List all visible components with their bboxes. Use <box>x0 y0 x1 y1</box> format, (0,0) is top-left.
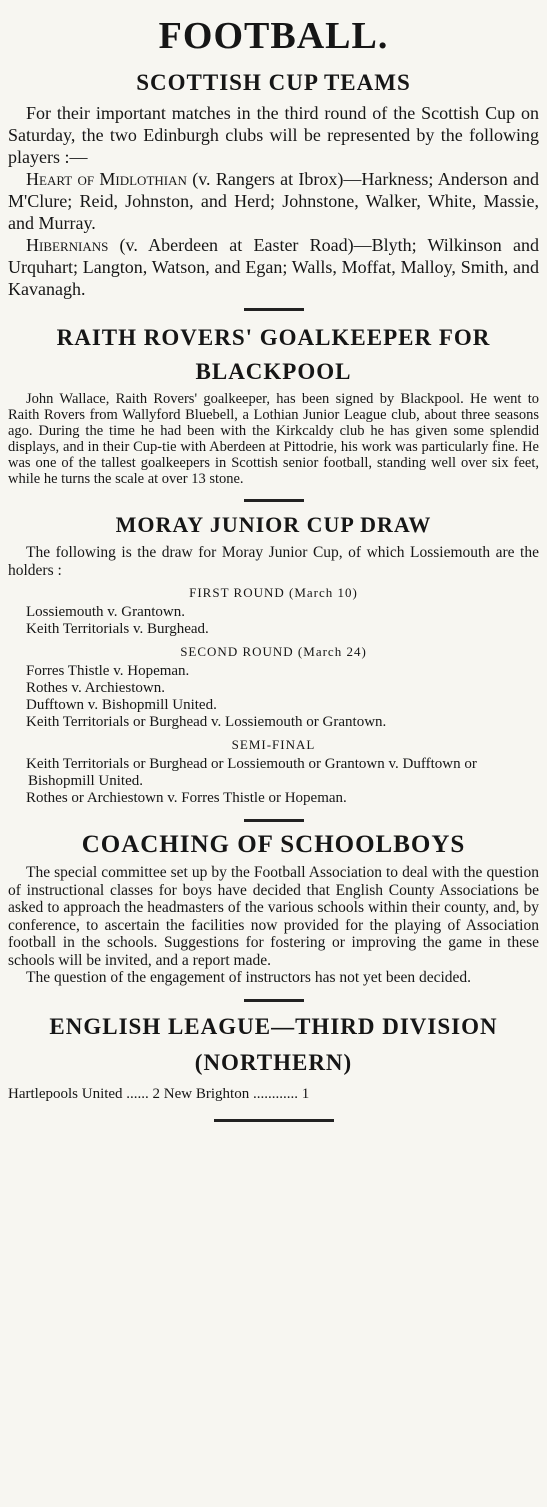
headline: COACHING OF SCHOOLBOYS <box>81 831 466 858</box>
fixture: Keith Territorials or Burghead v. Lossiemouth or Grantown. <box>26 714 387 730</box>
fixture: Rothes v. Archiestown. <box>26 680 166 696</box>
article-body: The special committee set up by the Football Association to deal with the question of instructional classes for boys have decided that English County Associations be asked to approach the headmasters of the various schools within their county, and, by conference, to ascertain the facilities now provided for the playing of Association football in the schools. Suggestions for fostering or improving the game in these schools will be invited, and a report made. <box>8 864 539 969</box>
article-coaching-schoolboys <box>8 830 539 987</box>
divider <box>244 819 304 822</box>
round-heading: SECOND ROUND (March 24) <box>180 644 367 659</box>
fixture: Keith Territorials v. Burghead. <box>26 621 209 637</box>
lineup-text: (v. Aberdeen at Easter Road)—Blyth; Wilkinson and Urquhart; Langton, Watson, and Egan; Walls, Moffat, Malloy, Smith, and Kavanagh. <box>8 235 539 299</box>
divider <box>214 1119 334 1122</box>
team-name: Heart of Midlothian <box>26 169 187 189</box>
article-english-league <box>8 1012 539 1103</box>
article-body: John Wallace, Raith Rovers' goalkeeper, has been signed by Blackpool. He went to Raith Rovers from Wallyford Bluebell, a Lothian Junior League club, about three seasons ago. During the time he had been with the Kirkcaldy club he has given some splendid displays, and in their Cup-tie with Aberdeen at Pittodrie, his work was particularly fine. He was one of the tallest goalkeepers in Scottish senior football, standing well over six feet, while he turns the scale at over 13 stone. <box>8 391 539 487</box>
headline-continued: (NORTHERN) <box>194 1049 353 1075</box>
result-line: Hartlepools United ...... 2 New Brighton ............ 1 <box>8 1085 310 1102</box>
article-scottish-cup-teams <box>8 68 539 300</box>
divider <box>244 308 304 311</box>
fixture: Lossiemouth v. Grantown. <box>26 604 186 620</box>
team-name: Hibernians <box>26 235 109 255</box>
fixture: Keith Territorials or Burghead or Lossiemouth or Grantown v. Dufftown or Bishopmill United. <box>26 756 477 789</box>
round-heading: SEMI-FINAL <box>231 737 316 752</box>
divider <box>244 499 304 502</box>
match-result <box>8 1086 539 1103</box>
headline: MORAY JUNIOR CUP DRAW <box>115 512 432 537</box>
round-heading: FIRST ROUND (March 10) <box>189 585 358 600</box>
article-raith-rovers <box>8 323 539 487</box>
lineup-text: (v. Rangers at Ibrox)—Harkness; Anderson and M'Clure; Reid, Johnston, and Herd; Johnstone, Walker, White, Massie, and Murray. <box>8 169 540 233</box>
headline: SCOTTISH CUP TEAMS <box>136 70 411 95</box>
headline: RAITH ROVERS' GOALKEEPER FOR <box>56 325 491 350</box>
fixture: Dufftown v. Bishopmill United. <box>26 697 217 713</box>
hearts-lineup <box>8 168 539 234</box>
article-intro: For their important matches in the third round of the Scottish Cup on Saturday, the two Edinburgh clubs will be represented by the following players :— <box>8 103 539 167</box>
hibs-lineup <box>8 234 539 300</box>
article-body: The question of the engagement of instructors has not yet been decided. <box>26 969 472 986</box>
article-intro: The following is the draw for Moray Junior Cup, of which Lossiemouth are the holders : <box>8 544 539 579</box>
page-title: FOOTBALL. <box>158 15 389 57</box>
divider <box>244 999 304 1002</box>
headline: ENGLISH LEAGUE—THIRD DIVISION <box>49 1013 498 1039</box>
article-moray-junior-cup <box>8 510 539 807</box>
headline-continued: BLACKPOOL <box>195 359 352 384</box>
fixture: Rothes or Archiestown v. Forres Thistle or Hopeman. <box>26 790 347 806</box>
newspaper-column <box>0 14 547 1507</box>
fixture: Forres Thistle v. Hopeman. <box>26 663 190 679</box>
